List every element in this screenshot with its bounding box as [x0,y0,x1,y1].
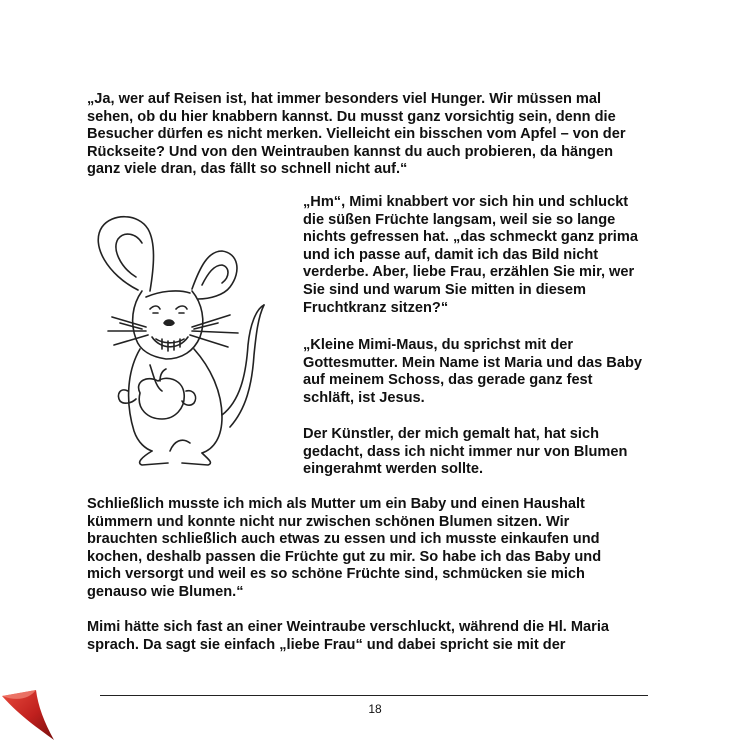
paragraph-5 [87,496,647,602]
text-line: brauchten schließlich auch etwas zu essen und ich musste einkaufen und [87,531,600,548]
text-line: Fruchtkranz sitzen?“ [303,299,449,316]
paragraph-1 [87,91,677,179]
text-line: kümmern und konnte nicht nur zwischen schönen Blumen sitzen. Wir [87,513,570,530]
text-line: „Kleine Mimi-Maus, du sprichst mit der [303,337,574,353]
paragraph-6 [87,619,662,654]
text-line: die süßen Früchte langsam, weil sie so lange [303,211,616,228]
text-line: Rückseite? Und von den Weintrauben kannst du auch probieren, da hängen [87,143,613,160]
page-number: 18 [368,702,382,716]
paragraph-3 [303,337,673,407]
footer-divider [100,695,648,696]
text-line: genauso wie Blumen.“ [87,583,244,600]
text-line: Gottesmutter. Mein Name ist Maria und das Baby [303,354,642,371]
paragraph-2 [303,194,673,317]
text-line: „Ja, wer auf Reisen ist, hat immer besonders viel Hunger. Wir müssen mal [87,91,602,107]
text-line: verderbe. Aber, liebe Frau, erzählen Sie mir, wer [303,264,635,281]
text-line: sehen, ob du hier knabbern kannst. Du musst ganz vorsichtig sein, denn die [87,108,616,125]
text-line: und ich passe auf, damit ich das Bild nicht [303,246,599,263]
text-line: Besucher dürfen es nicht merken. Vielleicht ein bisschen vom Apfel – von der [87,126,626,143]
text-line: „Hm“, Mimi knabbert vor sich hin und schluckt [303,194,629,210]
paragraph-4 [303,426,673,479]
text-line: kochen, deshalb passen die Früchte gut zu mir. So habe ich das Baby und [87,548,602,565]
text-line: gedacht, dass ich nicht immer nur von Blumen [303,443,628,460]
text-line: Der Künstler, der mich gemalt hat, hat sich [303,426,600,442]
text-line: sprach. Da sagt sie einfach „liebe Frau“ und dabei spricht sie mit der [87,636,566,653]
text-line: schläft, ist Jesus. [303,389,425,406]
text-line: nichts gefressen hat. „das schmeckt ganz prima [303,229,638,246]
mouse-sketch-icon [90,205,290,470]
text-line: eingerahmt werden sollte. [303,461,484,478]
text-line: mich versorgt und weil es so schöne Früchte sind, schmücken sie mich [87,566,585,583]
page-curl-icon[interactable] [0,688,56,742]
text-line: Sie sind und warum Sie mitten in diesem [303,281,587,298]
text-line: auf meinem Schoss, das gerade ganz fest [303,372,593,389]
text-line: Mimi hätte sich fast an einer Weintraube verschluckt, während die Hl. Maria [87,619,610,635]
text-line: ganz viele dran, das fällt so schnell nicht auf.“ [87,161,408,178]
text-line: Schließlich musste ich mich als Mutter um ein Baby und einen Haushalt [87,496,585,512]
